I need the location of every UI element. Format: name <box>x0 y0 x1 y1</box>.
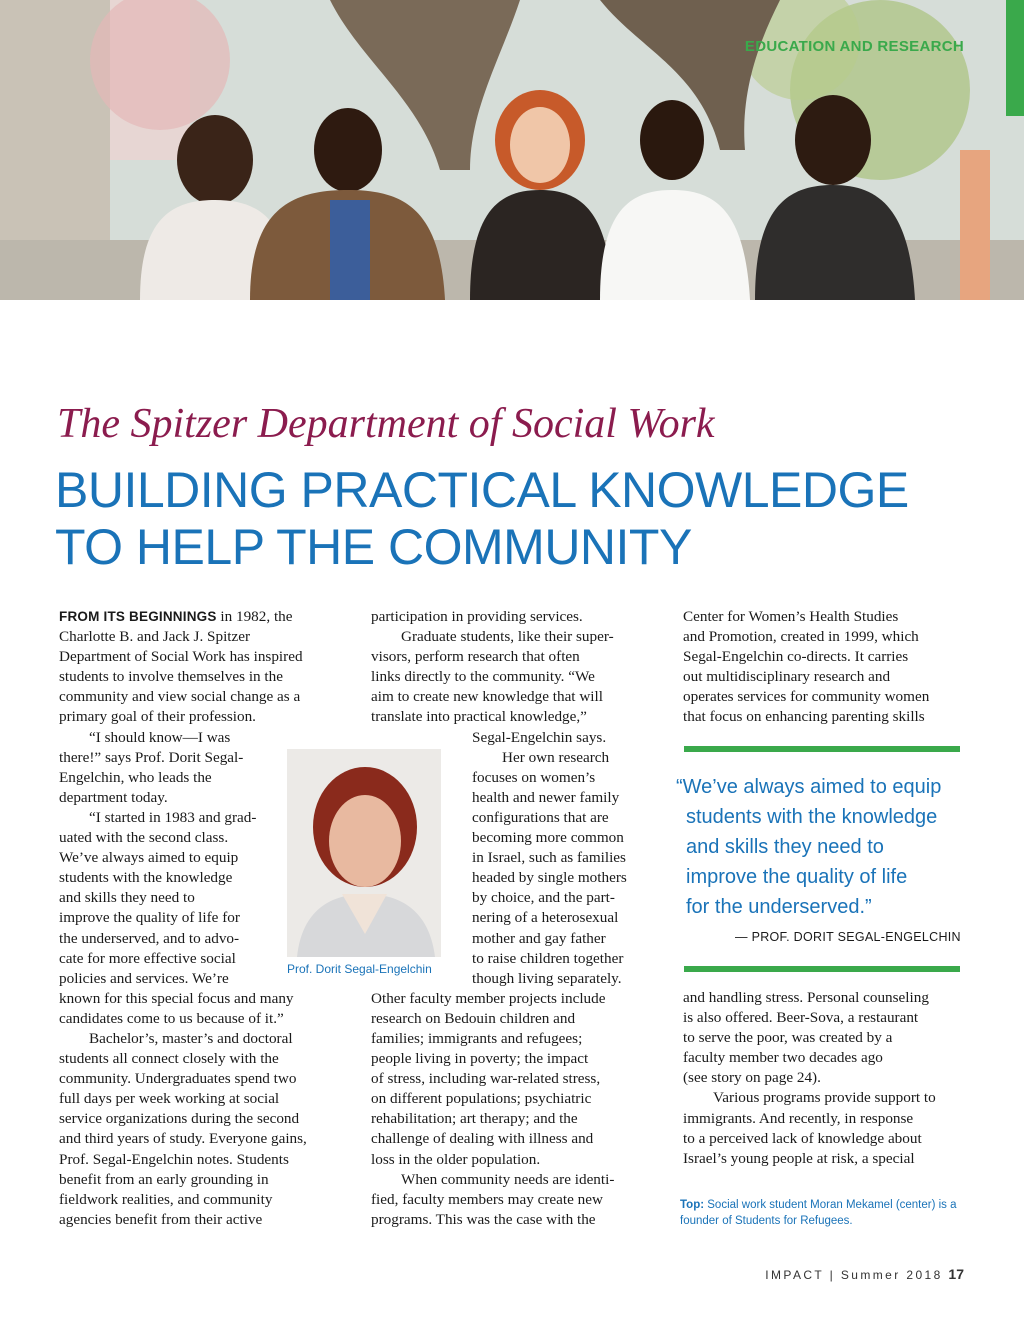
col2-p3-line: rehabilitation; art therapy; and the <box>371 1110 578 1128</box>
photo-caption <box>680 1197 970 1229</box>
col2-p2-line: translate into practical knowledge,” <box>371 708 587 726</box>
col1-p3-line: “I started in 1983 and grad- <box>89 808 257 826</box>
col2-paragraph-3-wrap <box>371 748 661 768</box>
col1-p1-line: in 1982, the <box>220 608 293 625</box>
col1-paragraph-1 <box>59 607 349 728</box>
col2-p3-short-line: mother and gay father <box>472 929 606 947</box>
portrait-caption: Prof. Dorit Segal-Engelchin <box>287 962 432 976</box>
page-footer <box>765 1266 964 1282</box>
col1-p4-line: full days per week working at social <box>59 1090 280 1108</box>
col1-p4-line: agencies benefit from their active <box>59 1210 263 1228</box>
col2-paragraph-3 <box>371 989 661 1170</box>
article-headline <box>55 462 955 576</box>
col1-p4-line: benefit from an early grounding in <box>59 1170 269 1188</box>
col3-p1-line: that focus on enhancing parenting skills <box>683 708 925 726</box>
page-number: 17 <box>948 1266 964 1282</box>
col1-p4-line: students all connect closely with the <box>59 1050 279 1068</box>
col2-p3-short-line: configurations that are <box>472 808 609 826</box>
pullquote <box>676 772 966 922</box>
col1-p2-line: department today. <box>59 788 168 806</box>
col1-p4-line: community. Undergraduates spend two <box>59 1070 297 1088</box>
col1-p2-line: “I should know—I was <box>89 728 231 746</box>
pullquote-line: for the underserved.” <box>686 896 872 918</box>
pullquote-line: “We’ve always aimed to equip <box>676 776 942 798</box>
col3-p2-line: and handling stress. Personal counseling <box>683 989 929 1006</box>
col1-p2-line: there!” says Prof. Dorit Segal- <box>59 748 244 766</box>
headline-line-1: BUILDING PRACTICAL KNOWLEDGE <box>55 462 909 518</box>
col3-p1-line: operates services for community women <box>683 688 930 706</box>
photo-caption-text: Social work student Moran Mekamel (center) is a founder of Students for Refugees. <box>680 1199 957 1227</box>
col2-paragraph-1 <box>371 607 661 627</box>
col2-p1-line: participation in providing services. <box>371 608 583 625</box>
col2-p3-short-line: health and newer family <box>472 788 620 806</box>
col3-p1-line: and Promotion, created in 1999, which <box>683 628 919 646</box>
lead-in: FROM ITS BEGINNINGS <box>59 609 217 624</box>
col1-p3-line: the underserved, and to advo- <box>59 929 240 947</box>
col1-p4-line: fieldwork realities, and community <box>59 1190 273 1208</box>
col3-paragraph-2 <box>683 988 973 1088</box>
col3-p3-line: Israel’s young people at risk, a special <box>683 1149 915 1167</box>
col3-p2-line: to serve the poor, was created by a <box>683 1029 893 1047</box>
col2-p3-line: Other faculty member projects include <box>371 989 606 1007</box>
col2-p3-short-line: by choice, and the part- <box>472 889 615 907</box>
col2-p3-line: people living in poverty; the impact <box>371 1050 589 1068</box>
col2-p2-line: aim to create new knowledge that will <box>371 688 603 706</box>
col2-p3-line: loss in the older population. <box>371 1150 541 1168</box>
col2-p3-line: research on Bedouin children and <box>371 1009 576 1027</box>
col2-p4-line: When community needs are identi- <box>401 1170 615 1188</box>
section-accent-bar <box>1006 0 1024 116</box>
col3-paragraph-1 <box>683 607 973 728</box>
section-label: EDUCATION AND RESEARCH <box>744 38 964 55</box>
col1-p4-line: Bachelor’s, master’s and doctoral <box>89 1029 293 1047</box>
col1-p3-line: known for this special focus and many <box>59 989 294 1007</box>
col3-p3-line: to a perceived lack of knowledge about <box>683 1129 922 1147</box>
col3-p2-line: faculty member two decades ago <box>683 1049 883 1067</box>
col1-p1-line: students to involve themselves in the <box>59 668 283 686</box>
col1-p3-line: cate for more effective social <box>59 949 236 967</box>
column-3-top <box>683 607 973 728</box>
column-2 <box>371 607 661 1230</box>
col2-p3-line: challenge of dealing with illness and <box>371 1130 594 1148</box>
col2-p4-line: programs. This was the case with the <box>371 1210 596 1228</box>
pullquote-line: and skills they need to <box>686 836 884 858</box>
col1-p3-line: improve the quality of life for <box>59 909 240 927</box>
col1-p1-line: Department of Social Work has inspired <box>59 648 303 666</box>
col2-p2-line: visors, perform research that often <box>371 648 580 666</box>
col2-p3-short-line: focuses on women’s <box>472 768 596 786</box>
pullquote-rule-top <box>684 746 960 752</box>
col1-p4-line: Prof. Segal-Engelchin notes. Students <box>59 1150 289 1168</box>
col2-paragraph-2 <box>371 627 661 727</box>
pullquote-line: improve the quality of life <box>686 866 908 888</box>
col1-p3-line: and skills they need to <box>59 889 195 907</box>
col2-p3-short-line: in Israel, such as families <box>472 849 626 867</box>
col2-paragraph-3-wrap-cont <box>371 768 661 989</box>
col2-p3-short-line: nering of a heterosexual <box>472 909 619 927</box>
col1-p3-line: candidates come to us because of it.” <box>59 1009 284 1027</box>
col1-p1-line: community and view social change as a <box>59 688 301 706</box>
col2-p3-line: on different populations; psychiatric <box>371 1090 592 1108</box>
col2-p3-short-line: though living separately. <box>472 969 622 987</box>
photo-caption-label: Top: <box>680 1199 705 1211</box>
col2-p2-short-line: Segal-Engelchin says. <box>472 728 607 746</box>
pullquote-attribution: — PROF. DORIT SEGAL-ENGELCHIN <box>735 930 961 944</box>
col1-p1-line: Charlotte B. and Jack J. Spitzer <box>59 628 251 646</box>
col3-p1-line: Center for Women’s Health Studies <box>683 608 899 625</box>
col1-p4-line: and third years of study. Everyone gains, <box>59 1130 307 1148</box>
col3-p1-line: Segal-Engelchin co-directs. It carries <box>683 648 909 666</box>
col3-p3-line: Various programs provide support to <box>713 1089 936 1107</box>
headline-line-2: TO HELP THE COMMUNITY <box>55 519 692 575</box>
col2-p3-line: of stress, including war-related stress, <box>371 1070 601 1088</box>
col2-p3-line: families; immigrants and refugees; <box>371 1029 583 1047</box>
col1-p3-line: We’ve always aimed to equip <box>59 849 239 867</box>
col2-paragraph-2-end <box>371 728 661 748</box>
col2-p4-line: fied, faculty members may create new <box>371 1190 603 1208</box>
pullquote-rule-bottom <box>684 966 960 972</box>
col3-p1-line: out multidisciplinary research and <box>683 668 891 686</box>
col3-p3-line: immigrants. And recently, in response <box>683 1109 914 1127</box>
col2-p3-short-line: becoming more common <box>472 829 624 847</box>
col1-p3-line: uated with the second class. <box>59 829 229 847</box>
col2-p3-short-line: to raise children together <box>472 949 624 967</box>
col2-p2-line: Graduate students, like their super- <box>401 628 614 646</box>
footer-publication: IMPACT | Summer 2018 <box>765 1268 943 1282</box>
col2-paragraph-4 <box>371 1170 661 1230</box>
col1-paragraph-4 <box>59 1029 349 1230</box>
col3-p2-line: is also offered. Beer-Sova, a restaurant <box>683 1009 919 1027</box>
col1-p3-line: policies and services. We’re <box>59 969 229 987</box>
column-3-bottom <box>683 988 973 1169</box>
col2-p2-line: links directly to the community. “We <box>371 668 595 686</box>
col3-paragraph-3 <box>683 1088 973 1168</box>
article-kicker: The Spitzer Department of Social Work <box>57 401 715 447</box>
pullquote-line: students with the knowledge <box>686 806 938 828</box>
col2-p3-short-line: headed by single mothers <box>472 869 627 887</box>
col1-p4-line: service organizations during the second <box>59 1110 300 1128</box>
col3-p2-line: (see story on page 24). <box>683 1069 821 1087</box>
col1-p3-line: students with the knowledge <box>59 869 233 887</box>
col2-p3-short-line: Her own research <box>502 748 610 766</box>
col1-p1-line: primary goal of their profession. <box>59 708 256 726</box>
col1-p2-line: Engelchin, who leads the <box>59 768 212 786</box>
